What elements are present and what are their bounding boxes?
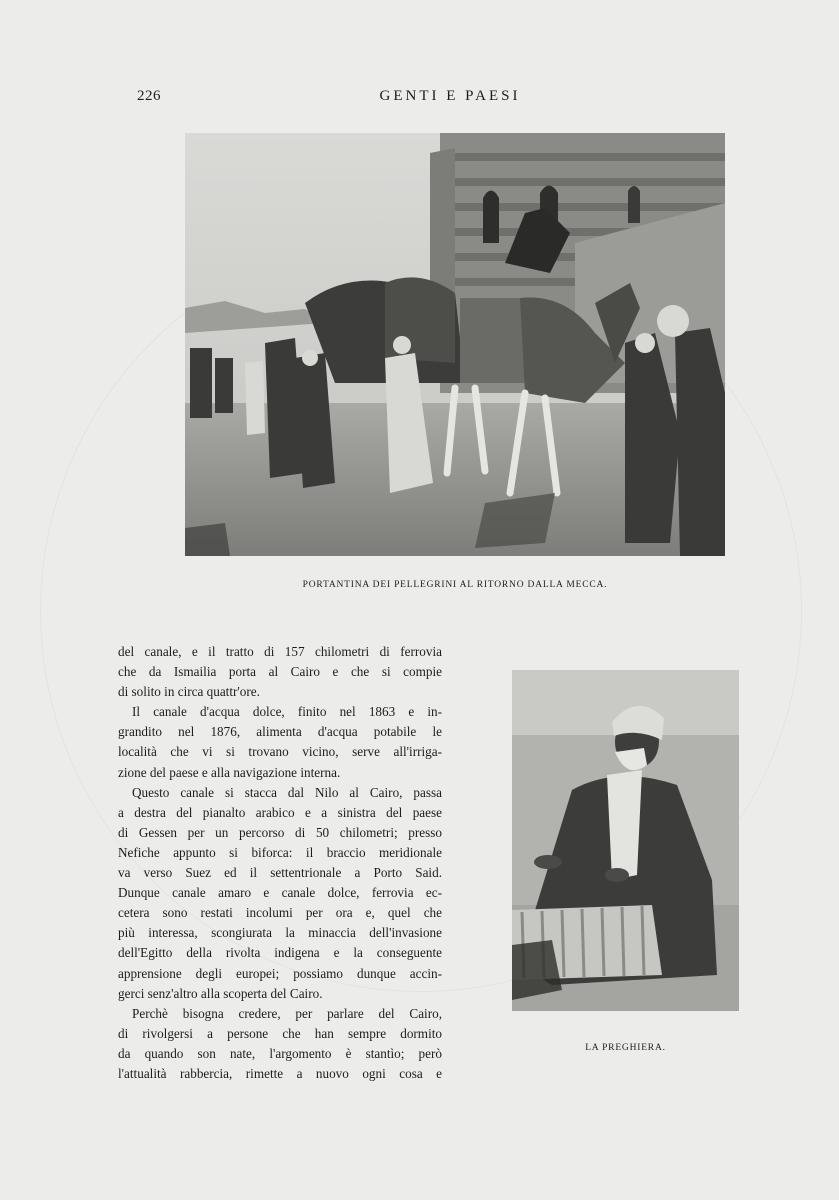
page-number: 226 [137,88,161,104]
text-line: del canale, e il tratto di 157 chilometri di ferrovia [118,644,442,659]
text-line: cetera sono restati incolumi per ora e, quel che [118,905,442,921]
text-line: di Gessen per un percorso di 50 chilometri; presso [118,824,442,840]
text-line: apprensione degli europei; possiamo dunque accin- [118,965,442,981]
photo-pilgrims-litter [185,133,725,556]
body-text-column [118,642,442,1084]
text-line: dell'Egitto della rivolta indigena e la conseguente [118,945,442,961]
text-line: più interessa, scongiurata la minaccia dell'invasione [118,925,442,941]
text-line: di rivolgersi a persone che han sempre dormito [118,1025,442,1041]
text-line: di solito in circa quattr'ore. [118,684,260,700]
text-line: grandito nel 1876, alimenta d'acqua potabile le [118,724,442,740]
text-line: Il canale d'acqua dolce, finito nel 1863 e in- [132,704,442,720]
text-line: zione del paese e alla navigazione interna. [118,764,341,780]
text-line: Dunque canale amaro e canale dolce, ferrovia ec- [118,885,442,901]
photo-prayer [512,670,739,1011]
text-line: che da Ismailia porta al Cairo e che si compie [118,664,442,680]
text-line: località che vi si trovano vicino, serve all'irriga- [118,744,442,760]
text-line: Nefiche appunto si biforca: il braccio meridionale [118,844,442,860]
figure-caption-top: PORTANTINA DEI PELLEGRINI AL RITORNO DALLA MECCA. [302,580,608,590]
figure-caption-right: LA PREGHIERA. [585,1043,666,1053]
text-line: da quando son nate, l'argomento è stantìo; però [118,1045,442,1061]
text-line: Perchè bisogna credere, per parlare del Cairo, [132,1005,442,1021]
running-title: GENTI E PAESI [379,88,521,104]
text-line: gerci senz'altro alla scoperta del Cairo. [118,985,323,1001]
text-line: va verso Suez ed il settentrionale a Porto Said. [118,865,442,881]
text-line: l'attualità rabbercia, rimette a nuovo ogni cosa e [118,1065,442,1081]
text-line: a destra del pianalto arabico e a sinistra del paese [118,804,442,820]
text-line: Questo canale si stacca dal Nilo al Cairo, passa [132,784,442,800]
